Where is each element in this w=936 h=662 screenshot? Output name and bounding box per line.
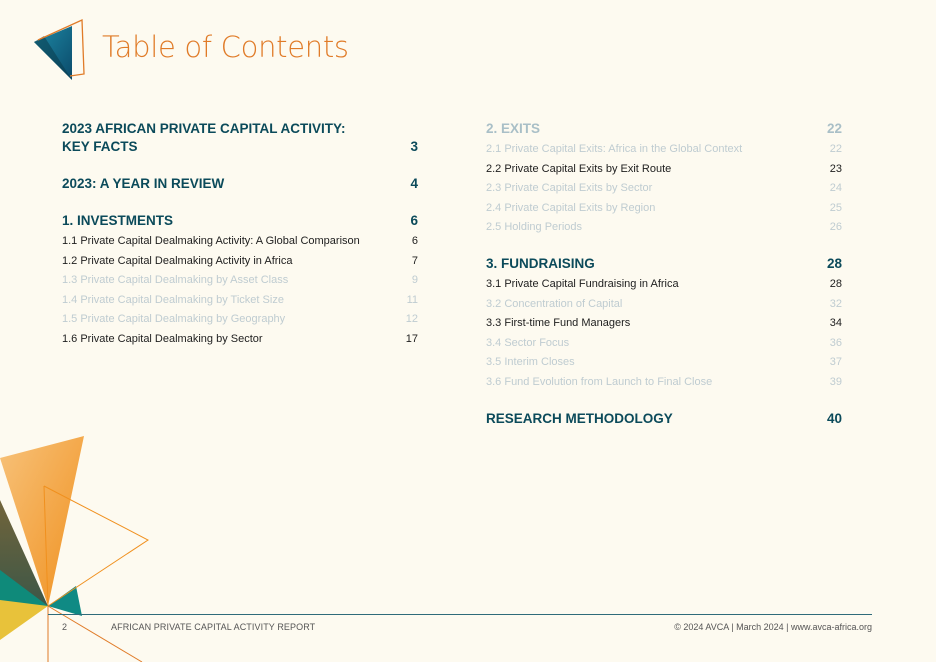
toc-item-label[interactable]: 1.1 Private Capital Dealmaking Activity: A Global Comparison — [62, 235, 360, 247]
toc-left-column — [62, 120, 418, 350]
toc-item-label[interactable]: 1.5 Private Capital Dealmaking by Geography — [62, 313, 286, 326]
toc-item-label[interactable]: 2.2 Private Capital Exits by Exit Route — [486, 162, 672, 175]
toc-item-page: 6 — [411, 235, 418, 247]
toc-section-key-facts[interactable] — [62, 120, 418, 156]
toc-item-label[interactable]: 2.5 Holding Periods — [486, 221, 583, 234]
toc-section-year-review[interactable] — [62, 175, 418, 193]
avca-logo-icon — [30, 18, 86, 82]
toc-item[interactable] — [486, 334, 842, 354]
toc-item-page: 26 — [829, 221, 842, 234]
toc-item-page: 17 — [405, 332, 418, 345]
toc-item[interactable] — [486, 275, 842, 295]
toc-item-label[interactable]: 3.4 Sector Focus — [486, 336, 570, 349]
toc-item[interactable] — [486, 353, 842, 373]
toc-item[interactable] — [62, 330, 418, 350]
toc-item[interactable] — [486, 373, 842, 393]
toc-item-page: 22 — [829, 143, 842, 155]
section-page-number: 22 — [826, 121, 842, 136]
footer-report-name: AFRICAN PRIVATE CAPITAL ACTIVITY REPORT — [111, 622, 316, 632]
toc-item-page: 7 — [411, 254, 418, 267]
toc-section-investments[interactable] — [62, 212, 418, 350]
toc-item[interactable] — [486, 160, 842, 180]
page-title: Table of Contents — [102, 30, 349, 64]
toc-item[interactable] — [62, 291, 418, 311]
toc-item[interactable] — [62, 271, 418, 291]
section-page-number: 28 — [826, 255, 842, 271]
section-page-number: 4 — [410, 176, 418, 191]
section-title[interactable]: RESEARCH METHODOLOGY — [486, 410, 673, 426]
footer-page-number: 2 — [62, 622, 68, 632]
toc-item[interactable] — [486, 199, 842, 219]
toc-item-label[interactable]: 3.3 First-time Fund Managers — [486, 317, 631, 330]
toc-item[interactable] — [486, 314, 842, 334]
toc-item-label[interactable]: 1.4 Private Capital Dealmaking by Ticket Size — [62, 293, 284, 306]
toc-item-page: 24 — [829, 182, 842, 195]
footer-copyright: © 2024 AVCA | March 2024 | www.avca-africa.org — [674, 622, 872, 632]
toc-item-label[interactable]: 3.2 Concentration of Capital — [486, 297, 623, 310]
toc-item-page: 23 — [829, 162, 842, 175]
section-title[interactable]: 3. FUNDRAISING — [486, 255, 595, 271]
toc-section-methodology[interactable] — [486, 410, 842, 428]
toc-item[interactable] — [62, 310, 418, 330]
toc-item[interactable] — [486, 140, 842, 160]
section-page-number: 40 — [826, 410, 842, 426]
toc-item[interactable] — [62, 252, 418, 272]
toc-item[interactable] — [62, 232, 418, 252]
toc-item-label[interactable]: 1.6 Private Capital Dealmaking by Sector — [62, 332, 263, 345]
toc-item-page: 34 — [829, 317, 842, 330]
toc-item-label[interactable]: 2.4 Private Capital Exits by Region — [486, 201, 656, 214]
toc-item-page: 9 — [411, 274, 418, 287]
toc-section-exits[interactable] — [486, 120, 842, 238]
section-page-number: 3 — [410, 139, 418, 154]
toc-item-page: 36 — [829, 336, 842, 349]
section-title[interactable]: 2023: A YEAR IN REVIEW — [62, 176, 225, 191]
toc-item-label[interactable]: 2.3 Private Capital Exits by Sector — [486, 182, 653, 195]
toc-item-page: 32 — [829, 297, 842, 310]
toc-item[interactable] — [486, 218, 842, 238]
toc-item-page: 25 — [829, 201, 842, 214]
section-page-number: 6 — [410, 213, 418, 228]
toc-item-page: 28 — [829, 277, 842, 290]
section-title[interactable]: 2023 AFRICAN PRIVATE CAPITAL ACTIVITY: KEY FACTS — [62, 121, 346, 154]
toc-item[interactable] — [486, 179, 842, 199]
toc-item-label[interactable]: 3.6 Fund Evolution from Launch to Final Close — [486, 375, 713, 388]
toc-item-page: 37 — [829, 356, 842, 369]
section-title[interactable]: 1. INVESTMENTS — [62, 213, 174, 228]
toc-right-column — [486, 120, 842, 430]
toc-item-label[interactable]: 1.2 Private Capital Dealmaking Activity in Africa — [62, 254, 293, 267]
toc-item-page: 39 — [829, 375, 842, 388]
toc-item-label[interactable]: 3.1 Private Capital Fundraising in Africa — [486, 277, 679, 290]
toc-item-label[interactable]: 3.5 Interim Closes — [486, 356, 575, 369]
toc-item[interactable] — [486, 295, 842, 315]
toc-item-label[interactable]: 1.3 Private Capital Dealmaking by Asset Class — [62, 274, 289, 287]
footer-divider — [48, 614, 872, 615]
section-title[interactable]: 2. EXITS — [486, 121, 541, 136]
toc-section-fundraising[interactable] — [486, 255, 842, 393]
toc-item-page: 11 — [406, 293, 418, 306]
toc-item-label[interactable]: 2.1 Private Capital Exits: Africa in the Global Context — [486, 143, 743, 155]
toc-item-page: 12 — [405, 313, 418, 326]
